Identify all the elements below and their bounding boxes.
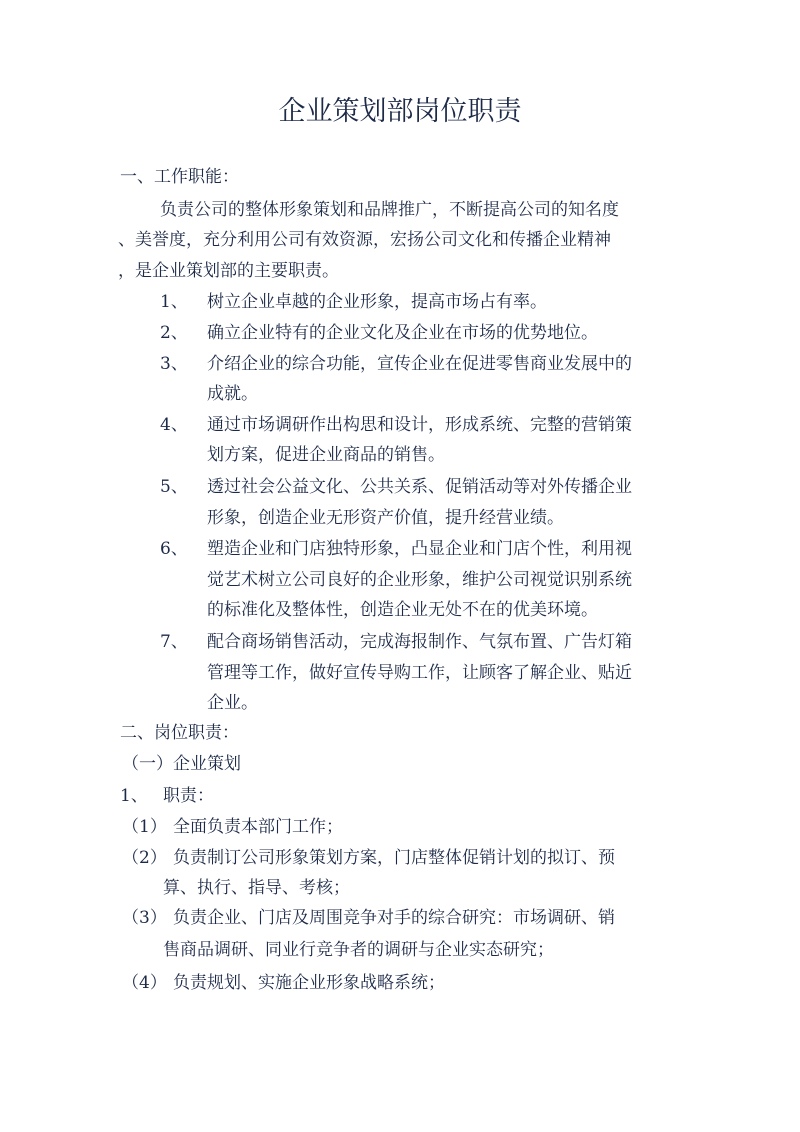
list-item-continued: 的标准化及整体性，创造企业无处不在的优美环境。 [207, 600, 598, 620]
list-number: （4） [122, 973, 167, 993]
list-number: （2） [122, 848, 167, 868]
list-item-continued: 管理等工作，做好宣传导购工作，让顾客了解企业、贴近 [207, 663, 632, 683]
list-item: 配合商场销售活动，完成海报制作、气氛布置、广告灯箱 [207, 632, 632, 652]
list-item: 负责规划、实施企业形象战略系统； [173, 973, 445, 993]
intro-line: ，是企业策划部的主要职责。 [118, 261, 339, 281]
list-number: 4、 [160, 415, 188, 435]
list-item: 介绍企业的综合功能，宣传企业在促进零售商业发展中的 [207, 354, 632, 374]
list-number: （3） [122, 908, 167, 928]
list-number: 5、 [160, 477, 188, 497]
intro-line: 负责公司的整体形象策划和品牌推广，不断提高公司的知名度 [160, 200, 619, 220]
list-item-continued: 觉艺术树立公司良好的企业形象，维护公司视觉识别系统 [207, 570, 632, 590]
document-title: 企业策划部岗位职责 [278, 96, 522, 127]
list-item: 塑造企业和门店独特形象，凸显企业和门店个性，利用视 [207, 539, 632, 559]
list-item: 负责制订公司形象策划方案，门店整体促销计划的拟订、预 [173, 848, 615, 868]
list-item: 透过社会公益文化、公共关系、促销活动等对外传播企业 [207, 477, 632, 497]
list-item-continued: 算、执行、指导、考核； [163, 878, 350, 898]
list-item: 通过市场调研作出构思和设计，形成系统、完整的营销策 [207, 415, 632, 435]
intro-line: 、美誉度，充分利用公司有效资源，宏扬公司文化和传播企业精神 [118, 230, 611, 250]
list-number: （1） [122, 817, 167, 837]
list-number: 1、 [160, 292, 188, 312]
list-item-continued: 售商品调研、同业行竞争者的调研与企业实态研究； [163, 940, 554, 960]
list-number: 7、 [160, 632, 188, 652]
list-item-continued: 企业。 [207, 693, 258, 713]
list-number: 3、 [160, 354, 188, 374]
list-item-continued: 形象，创造企业无形资产价值，提升经营业绩。 [207, 508, 564, 528]
list-item: 全面负责本部门工作； [173, 817, 343, 837]
subsection-heading: （一）企业策划 [122, 754, 241, 774]
list-item-continued: 成就。 [207, 384, 258, 404]
list-item: 确立企业特有的企业文化及企业在市场的优势地位。 [207, 323, 598, 343]
list-item: 负责企业、门店及周围竞争对手的综合研究：市场调研、销 [173, 908, 615, 928]
list-number: 1、 [120, 786, 148, 806]
list-number: 6、 [160, 539, 188, 559]
section-heading: 二、岗位职责： [120, 723, 239, 743]
duty-label: 职责： [163, 786, 214, 806]
section-heading: 一、工作职能： [120, 167, 239, 187]
list-number: 2、 [160, 323, 188, 343]
list-item: 树立企业卓越的企业形象，提高市场占有率。 [207, 292, 547, 312]
list-item-continued: 划方案，促进企业商品的销售。 [207, 445, 445, 465]
